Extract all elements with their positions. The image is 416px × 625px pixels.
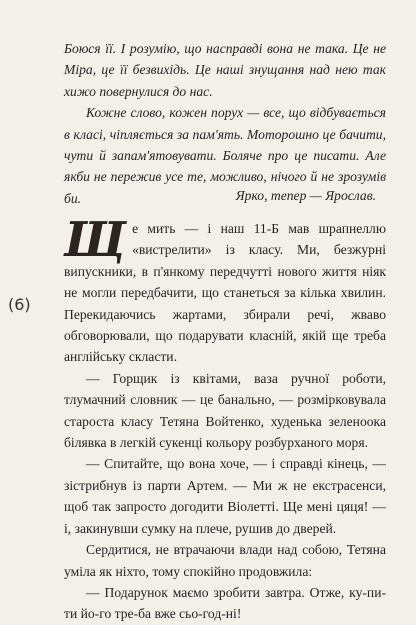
chapter-paragraph-text: е мить — і наш 11-Б мав шрапнеллю «вистрелити» із класу. Ми, безжурні випускники, в п'янкому передчутті нового життя ніяк не могли передбачити, що станеться за кілька хвилин. Перекидаючись жартами, збирали речі, жваво обговорювали, що подарувати класній, якій ще треба англійську скласти. (64, 221, 386, 365)
diary-paragraph: Боюся її. І розумію, що насправді вона не така. Це не Міра, це її безвихідь. Це наші знущання над нею так хижо повернулися до нас. (64, 41, 386, 99)
diary-paragraph: Кожне слово, кожен порух — все, що відбувається в класі, чіпляється за пам'ять. Моторошно це бачити, чути й запам'ятовувати. Боляче про це писати. Але якби не пережив усе те, можливо, нічого й не зрозумів би. (64, 105, 386, 206)
diary-entry (64, 38, 386, 209)
chapter-paragraph: — Спитайте, що вона хоче, — і справді кінець, — зістрибнув із парти Артем. — Ми ж не екстрасенси, щоб так запросто догодити Віолетті. Ще мені цяця! — і, закинувши сумку на плече, рушив до дверей. (64, 456, 386, 536)
diary-signature: Ярко, тепер — Ярослав. (235, 188, 376, 203)
chapter-paragraph: — Подарунок маємо зробити завтра. Отже, ку-пи-ти йо-го тре-ба вже сьо-год-ні! (64, 584, 386, 622)
chapter-paragraph (64, 212, 386, 368)
chapter-text (64, 212, 386, 625)
chapter-paragraph: Сердитися, не втрачаючи влади над собою, Тетяна уміла як ніхто, тому спокійно продовжила: (64, 542, 386, 579)
drop-cap: Щ (64, 212, 127, 268)
page-number: (6) (8, 295, 31, 314)
chapter-paragraph: — Горщик із квітами, ваза ручної роботи, тлумачний словник — це банально, — розмірковувала староста класу Тетяна Войтенко, худенька зеленоока білявка в легкій сукенці кольору розбурханого моря. (64, 370, 386, 451)
